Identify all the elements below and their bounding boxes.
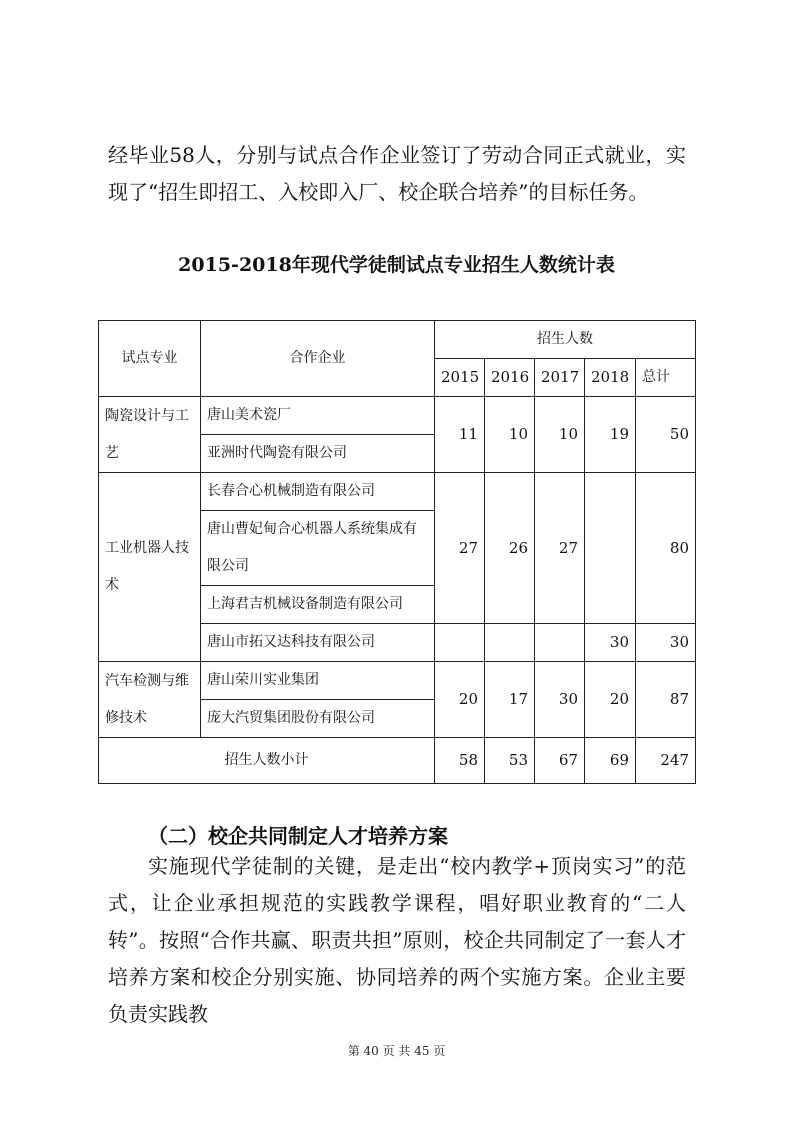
subtotal-value: 53 — [485, 738, 535, 784]
header-year: 2015 — [435, 359, 485, 397]
table-row — [99, 473, 696, 511]
major-cell: 汽车检测与维修技术 — [99, 662, 201, 738]
subtotal-label: 招生人数小计 — [99, 738, 435, 784]
value-cell: 30 — [585, 624, 636, 662]
value-cell: 30 — [535, 662, 585, 738]
header-total: 总计 — [636, 359, 696, 397]
value-cell: 27 — [535, 473, 585, 624]
table-row — [99, 397, 696, 435]
value-cell — [585, 473, 636, 624]
table-title: 2015-2018年现代学徒制试点专业招生人数统计表 — [178, 254, 615, 276]
subtotal-row — [99, 738, 696, 784]
enterprise-cell: 唐山美术瓷厂 — [201, 397, 435, 435]
subtotal-value: 69 — [585, 738, 636, 784]
body-paragraph: 实施现代学徒制的关键，是走出“校内教学+顶岗实习”的范式，让企业承担规范的实践教学课程，唱好职业教育的“二人转”。按照“合作共赢、职责共担”原则，校企共同制定了一套人才培养方案和校企分别实施、协同培养的两个实施方案。企业主要负责实践教 — [108, 854, 686, 1026]
header-enrollment: 招生人数 — [435, 321, 696, 359]
value-cell — [535, 624, 585, 662]
header-year: 2016 — [485, 359, 535, 397]
value-cell: 20 — [585, 662, 636, 738]
subtotal-value: 67 — [535, 738, 585, 784]
total-cell: 50 — [636, 397, 696, 473]
header-year: 2018 — [585, 359, 636, 397]
table-row — [99, 662, 696, 700]
total-cell: 80 — [636, 473, 696, 624]
page-footer: 第 40 页 共 45 页 — [347, 1044, 446, 1058]
value-cell: 27 — [435, 473, 485, 624]
value-cell — [485, 624, 535, 662]
subtotal-total: 247 — [636, 738, 696, 784]
value-cell: 10 — [485, 397, 535, 473]
section-heading: （二）校企共同制定人才培养方案 — [148, 824, 448, 848]
value-cell: 11 — [435, 397, 485, 473]
value-cell: 26 — [485, 473, 535, 624]
header-major: 试点专业 — [99, 321, 201, 397]
major-cell: 工业机器人技术 — [99, 473, 201, 662]
enterprise-cell: 庞大汽贸集团股份有限公司 — [201, 700, 435, 738]
header-enterprise: 合作企业 — [201, 321, 435, 397]
value-cell — [435, 624, 485, 662]
value-cell: 20 — [435, 662, 485, 738]
enterprise-cell: 亚洲时代陶瓷有限公司 — [201, 435, 435, 473]
table-header-row — [99, 321, 696, 359]
value-cell: 19 — [585, 397, 636, 473]
total-cell: 87 — [636, 662, 696, 738]
enterprise-cell: 唐山荣川实业集团 — [201, 662, 435, 700]
header-year: 2017 — [535, 359, 585, 397]
subtotal-value: 58 — [435, 738, 485, 784]
enterprise-cell: 长春合心机械制造有限公司 — [201, 473, 435, 511]
value-cell: 10 — [535, 397, 585, 473]
enrollment-table — [98, 320, 696, 784]
total-cell: 30 — [636, 624, 696, 662]
major-cell: 陶瓷设计与工艺 — [99, 397, 201, 473]
intro-paragraph: 经毕业58人，分别与试点合作企业签订了劳动合同正式就业，实现了“招生即招工、入校即入厂、校企联合培养”的目标任务。 — [108, 143, 686, 204]
value-cell: 17 — [485, 662, 535, 738]
enterprise-cell: 唐山曹妃甸合心机器人系统集成有限公司 — [201, 511, 435, 586]
enterprise-cell: 上海君吉机械设备制造有限公司 — [201, 586, 435, 624]
enterprise-cell: 唐山市拓又达科技有限公司 — [201, 624, 435, 662]
